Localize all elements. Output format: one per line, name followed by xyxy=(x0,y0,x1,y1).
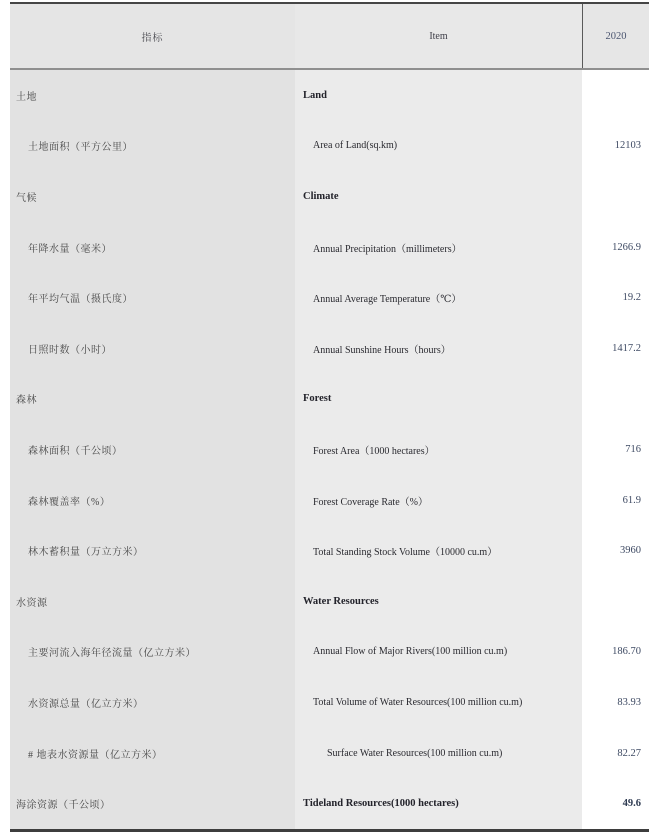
item-cell-en xyxy=(295,121,582,172)
indicator-cell-zh xyxy=(10,728,295,779)
value-text: 12103 xyxy=(614,140,641,152)
item-label-en: Total Volume of Water Resources(100 million cu.m) xyxy=(313,696,523,708)
indicator-label-zh: 日照时数（小时） xyxy=(28,344,112,356)
value-cell xyxy=(582,475,649,526)
table-row xyxy=(10,323,649,374)
item-label-en: Forest Coverage Rate（%） xyxy=(313,496,428,508)
item-label-en: Annual Sunshine Hours（hours） xyxy=(313,344,451,356)
indicator-cell-zh xyxy=(10,576,295,627)
value-cell xyxy=(582,374,649,425)
header-label-year: 2020 xyxy=(605,30,627,42)
value-cell xyxy=(582,323,649,374)
item-cell-en xyxy=(295,778,582,829)
value-text: 3960 xyxy=(620,545,641,557)
item-label-en: Forest xyxy=(303,393,332,405)
value-text: 82.27 xyxy=(617,747,641,759)
item-label-en: Land xyxy=(303,89,327,101)
value-text: 49.6 xyxy=(622,798,641,810)
indicator-cell-zh xyxy=(10,475,295,526)
indicator-label-zh: 土地 xyxy=(16,91,37,103)
value-cell xyxy=(582,677,649,728)
indicator-label-zh: 森林面积（千公顷） xyxy=(28,445,123,457)
item-cell-en xyxy=(295,171,582,222)
value-cell xyxy=(582,272,649,323)
table-row xyxy=(10,272,649,323)
item-label-en: Annual Average Temperature（℃） xyxy=(313,294,462,306)
table-row xyxy=(10,171,649,222)
item-cell-en xyxy=(295,374,582,425)
indicator-label-zh: 森林 xyxy=(16,395,37,407)
header-label-en: Item xyxy=(429,30,448,42)
table-body xyxy=(10,70,649,829)
value-cell xyxy=(582,778,649,829)
indicator-cell-zh xyxy=(10,121,295,172)
indicator-cell-zh xyxy=(10,222,295,273)
item-cell-en xyxy=(295,475,582,526)
indicator-label-zh: 水资源总量（亿立方米） xyxy=(28,698,144,710)
value-text: 1266.9 xyxy=(612,241,641,253)
table-row xyxy=(10,576,649,627)
indicator-label-zh: 林木蓄积量（万立方米） xyxy=(28,547,144,559)
table-row xyxy=(10,677,649,728)
item-cell-en xyxy=(295,70,582,121)
indicator-cell-zh xyxy=(10,525,295,576)
header-label-zh: 指标 xyxy=(141,32,164,44)
item-label-en: Surface Water Resources(100 million cu.m) xyxy=(327,747,503,759)
item-cell-en xyxy=(295,525,582,576)
table-row xyxy=(10,70,649,121)
item-cell-en xyxy=(295,728,582,779)
indicator-cell-zh xyxy=(10,778,295,829)
value-cell xyxy=(582,70,649,121)
natural-resources-table xyxy=(10,2,649,832)
value-cell xyxy=(582,525,649,576)
table-row xyxy=(10,374,649,425)
item-label-en: Climate xyxy=(303,190,339,202)
indicator-cell-zh xyxy=(10,272,295,323)
table-row xyxy=(10,222,649,273)
value-text: 1417.2 xyxy=(612,342,641,354)
value-cell xyxy=(582,627,649,678)
indicator-cell-zh xyxy=(10,171,295,222)
indicator-label-zh: 森林覆盖率（%） xyxy=(28,496,111,508)
item-cell-en xyxy=(295,222,582,273)
header-cell-item xyxy=(295,4,582,68)
item-cell-en xyxy=(295,627,582,678)
item-cell-en xyxy=(295,576,582,627)
value-cell xyxy=(582,222,649,273)
table-row xyxy=(10,475,649,526)
indicator-cell-zh xyxy=(10,70,295,121)
item-cell-en xyxy=(295,272,582,323)
indicator-cell-zh xyxy=(10,424,295,475)
value-text: 61.9 xyxy=(622,494,641,506)
value-text: 186.70 xyxy=(612,646,641,658)
value-text: 83.93 xyxy=(617,696,641,708)
value-cell xyxy=(582,171,649,222)
item-label-en: Annual Flow of Major Rivers(100 million cu.m) xyxy=(313,646,508,658)
indicator-label-zh: # 地表水资源量（亿立方米） xyxy=(28,749,163,761)
indicator-label-zh: 气候 xyxy=(16,192,37,204)
table-row xyxy=(10,728,649,779)
item-label-en: Total Standing Stock Volume（10000 cu.m） xyxy=(313,547,498,559)
indicator-label-zh: 土地面积（平方公里） xyxy=(28,142,133,154)
value-cell xyxy=(582,121,649,172)
item-label-en: Area of Land(sq.km) xyxy=(313,140,398,152)
indicator-cell-zh xyxy=(10,677,295,728)
item-cell-en xyxy=(295,677,582,728)
item-label-en: Annual Precipitation（millimeters） xyxy=(313,243,462,255)
table-row xyxy=(10,121,649,172)
item-cell-en xyxy=(295,424,582,475)
header-cell-year xyxy=(582,4,649,68)
item-cell-en xyxy=(295,323,582,374)
item-label-en: Tideland Resources(1000 hectares) xyxy=(303,798,459,810)
indicator-cell-zh xyxy=(10,627,295,678)
indicator-label-zh: 主要河流入海年径流量（亿立方米） xyxy=(28,648,196,660)
table-row xyxy=(10,525,649,576)
indicator-label-zh: 年降水量（毫米） xyxy=(28,243,112,255)
value-cell xyxy=(582,728,649,779)
item-label-en: Water Resources xyxy=(303,595,379,607)
header-cell-indicator xyxy=(10,4,295,68)
value-text: 19.2 xyxy=(622,292,641,304)
indicator-cell-zh xyxy=(10,374,295,425)
indicator-label-zh: 海涂资源（千公顷） xyxy=(16,800,111,812)
value-cell xyxy=(582,576,649,627)
table-row xyxy=(10,627,649,678)
table-row xyxy=(10,424,649,475)
indicator-cell-zh xyxy=(10,323,295,374)
table-header-row xyxy=(10,4,649,70)
indicator-label-zh: 年平均气温（摄氏度） xyxy=(28,294,133,306)
table-row xyxy=(10,778,649,829)
value-text: 716 xyxy=(625,443,641,455)
value-cell xyxy=(582,424,649,475)
item-label-en: Forest Area（1000 hectares） xyxy=(313,445,435,457)
indicator-label-zh: 水资源 xyxy=(16,597,48,609)
